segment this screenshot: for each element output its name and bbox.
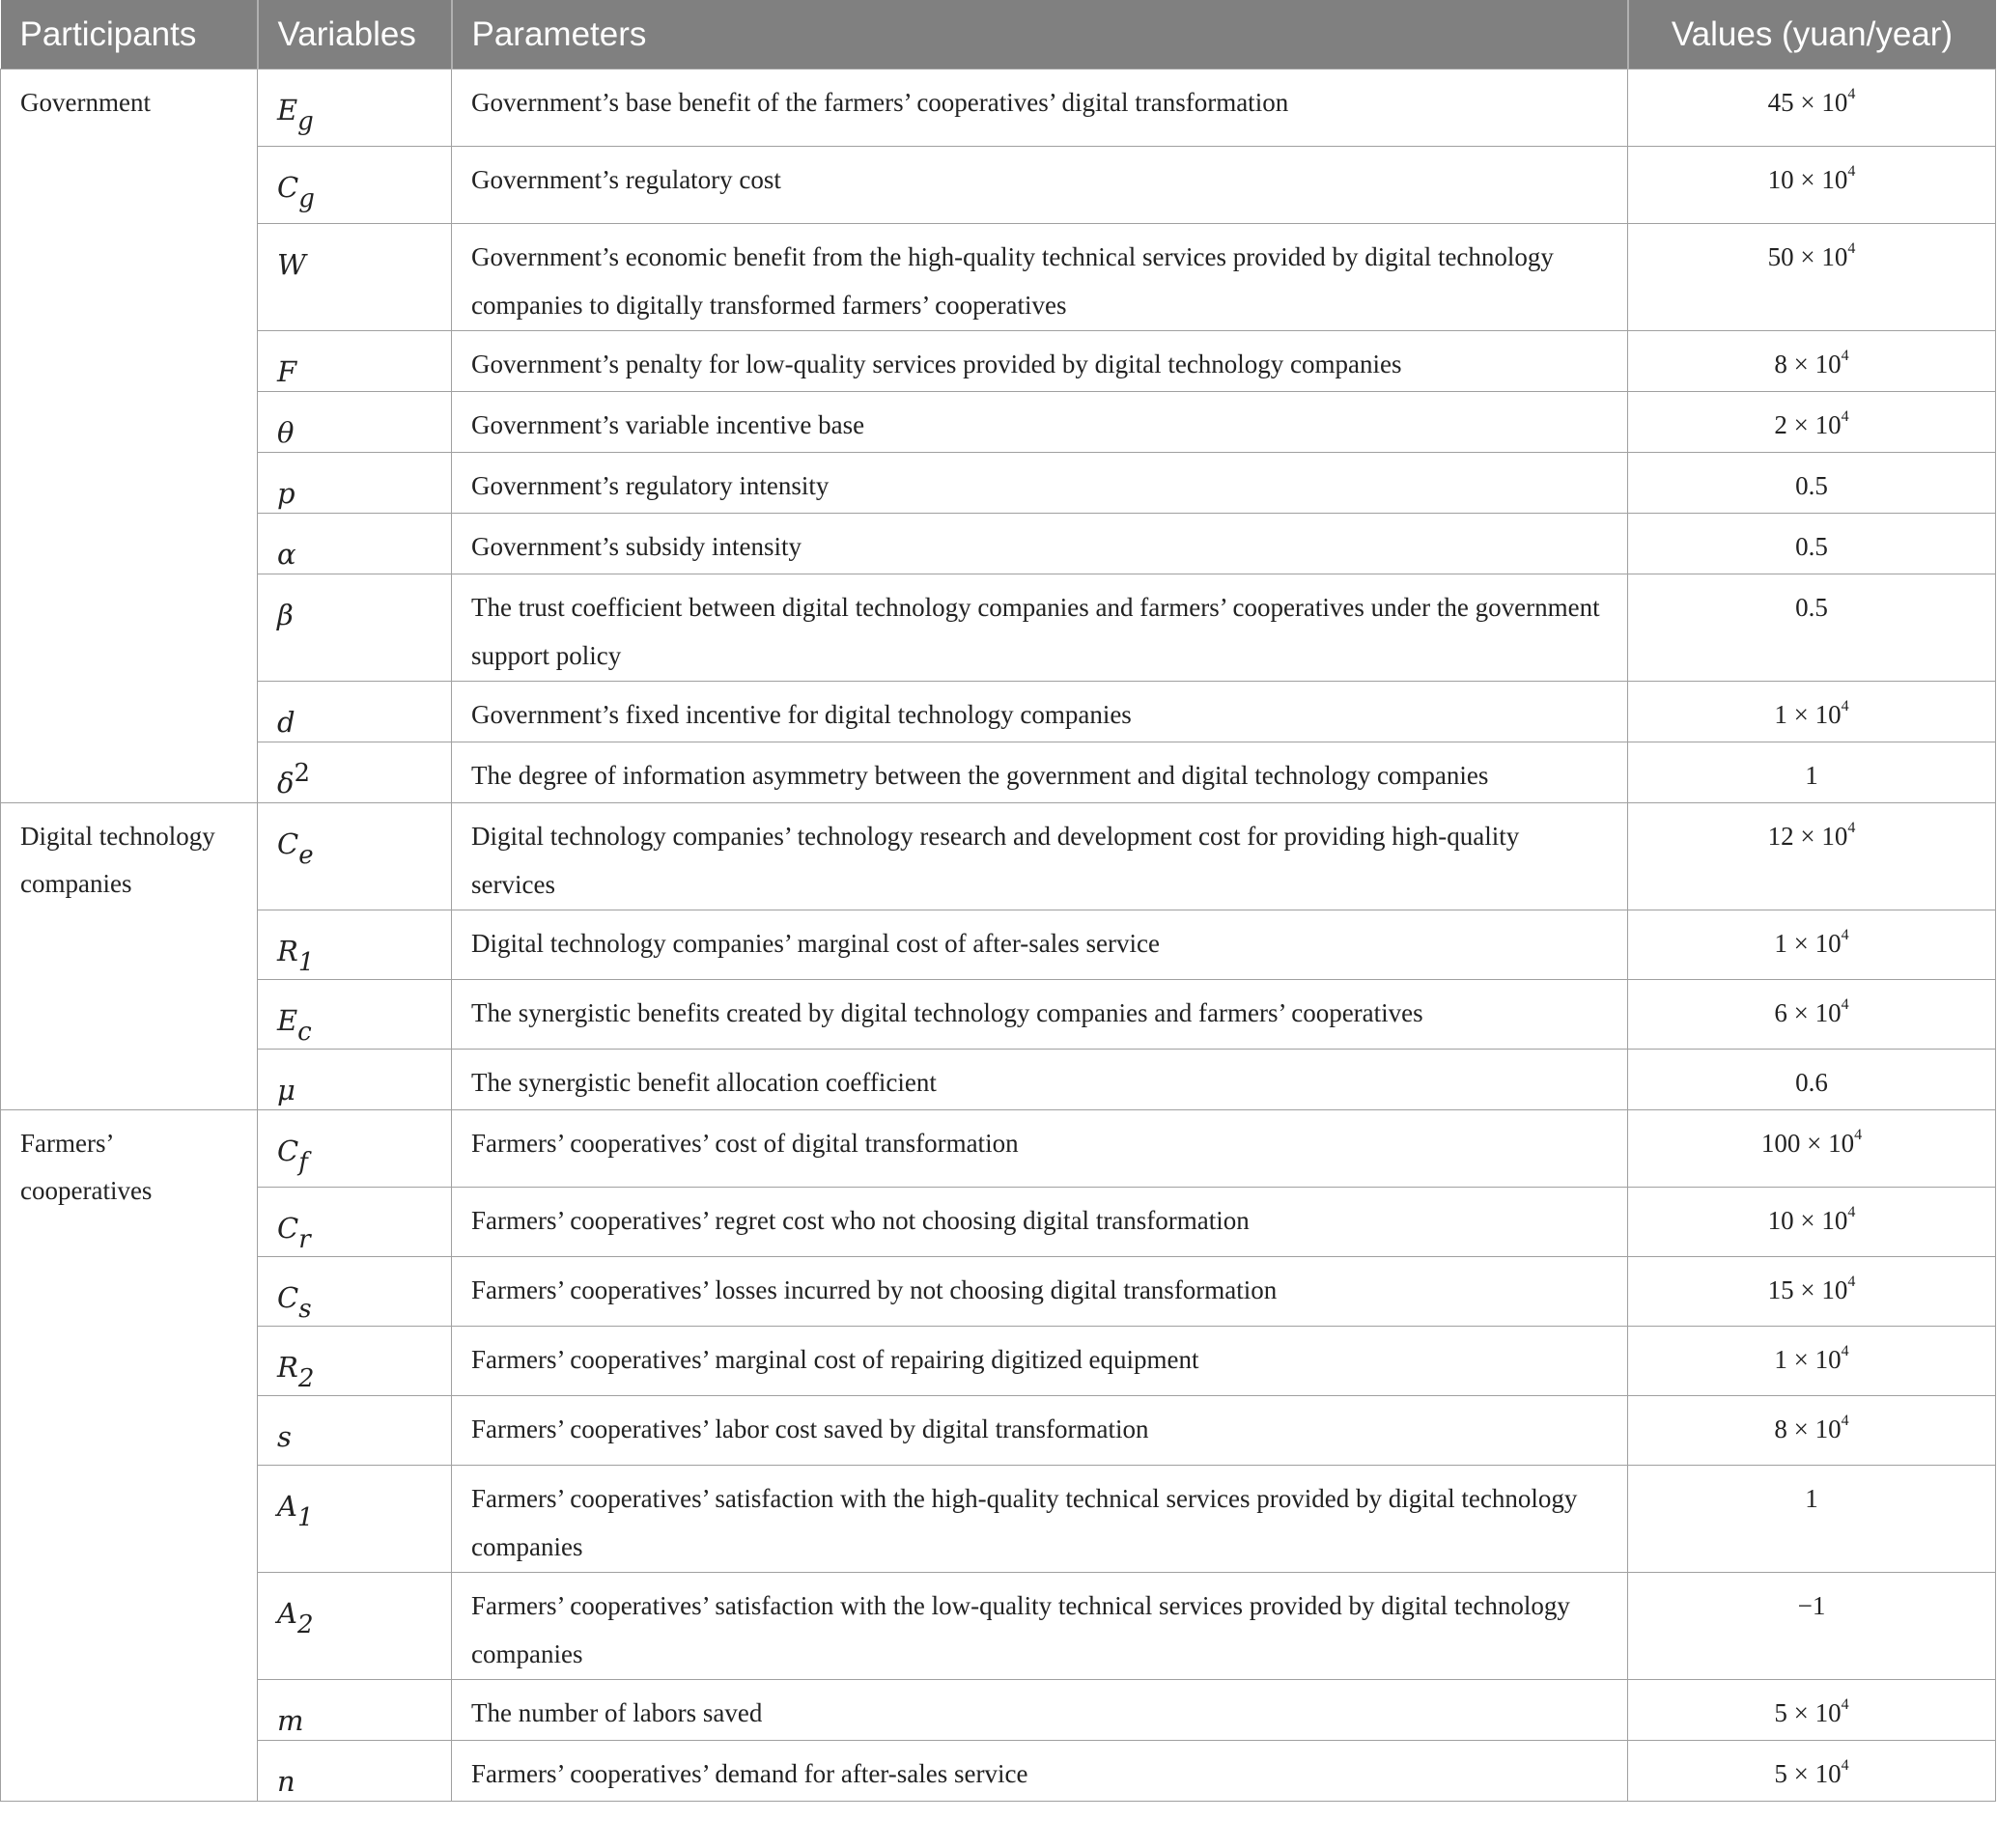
value-exponent: 4 xyxy=(1841,348,1849,364)
value-plain: 0.5 xyxy=(1795,593,1828,622)
times-sign: × 10 xyxy=(1786,1414,1842,1443)
table-row xyxy=(1,742,1996,803)
parameter-cell: The degree of information asymmetry between the government and digital technology companies xyxy=(452,742,1628,803)
value-base: 5 xyxy=(1774,1698,1787,1727)
value-base: 15 xyxy=(1767,1275,1794,1304)
parameter-cell: Government’s subsidy intensity xyxy=(452,514,1628,574)
table-row xyxy=(1,682,1996,742)
variable-subscript: 1 xyxy=(296,1503,314,1532)
value-cell xyxy=(1628,1741,1996,1802)
variable-cell xyxy=(258,1573,452,1680)
table-row xyxy=(1,1680,1996,1741)
variable-cell xyxy=(258,682,452,742)
variable-cell xyxy=(258,910,452,980)
value-exponent: 4 xyxy=(1847,1204,1856,1220)
times-sign: × 10 xyxy=(1786,1759,1842,1788)
value-cell xyxy=(1628,803,1996,910)
table-row xyxy=(1,1396,1996,1466)
variable-subscript: 2 xyxy=(296,1610,314,1639)
value-cell xyxy=(1628,1188,1996,1257)
value-exponent: 4 xyxy=(1841,1757,1849,1774)
variable-subscript: 2 xyxy=(297,1364,315,1393)
value-cell xyxy=(1628,742,1996,803)
variable-symbol: C xyxy=(277,827,299,860)
value-exponent: 4 xyxy=(1854,1127,1863,1143)
value-exponent: 4 xyxy=(1841,408,1849,425)
value-base: 50 xyxy=(1767,242,1794,271)
variable-cell xyxy=(258,331,452,392)
table-row xyxy=(1,1573,1996,1680)
table-row xyxy=(1,910,1996,980)
variable-cell xyxy=(258,1257,452,1327)
parameter-cell: Farmers’ cooperatives’ demand for after-sales service xyxy=(452,1741,1628,1802)
variable-symbol: δ xyxy=(277,767,295,799)
value-cell xyxy=(1628,980,1996,1050)
value-cell xyxy=(1628,1257,1996,1327)
variable-cell xyxy=(258,224,452,331)
parameter-cell: Farmers’ cooperatives’ marginal cost of repairing digitized equipment xyxy=(452,1327,1628,1396)
value-exponent: 4 xyxy=(1841,1413,1849,1429)
value-cell xyxy=(1628,224,1996,331)
parameter-cell: Farmers’ cooperatives’ satisfaction with the low-quality technical services provided by digital technology companies xyxy=(452,1573,1628,1680)
table-row xyxy=(1,224,1996,331)
variable-cell xyxy=(258,1110,452,1188)
variable-cell xyxy=(258,392,452,453)
times-sign: × 10 xyxy=(1793,165,1848,194)
parameter-cell: Government’s penalty for low-quality services provided by digital technology companies xyxy=(452,331,1628,392)
variable-subscript: c xyxy=(297,1018,312,1047)
parameter-cell: Government’s base benefit of the farmers’ cooperatives’ digital transformation xyxy=(452,70,1628,147)
variable-symbol: C xyxy=(277,171,299,204)
value-exponent: 4 xyxy=(1841,996,1849,1013)
variable-cell xyxy=(258,803,452,910)
variable-symbol: θ xyxy=(277,416,295,449)
value-base: 5 xyxy=(1774,1759,1787,1788)
variable-symbol: A xyxy=(277,1597,297,1630)
value-plain: 1 xyxy=(1805,1484,1818,1513)
value-exponent: 4 xyxy=(1841,927,1849,943)
table-row xyxy=(1,574,1996,682)
value-cell xyxy=(1628,574,1996,682)
times-sign: × 10 xyxy=(1786,998,1842,1027)
value-exponent: 4 xyxy=(1841,698,1849,714)
parameter-cell: The trust coefficient between digital technology companies and farmers’ cooperatives under the government support policy xyxy=(452,574,1628,682)
header-values: Values (yuan/year) xyxy=(1628,0,1996,70)
value-exponent: 4 xyxy=(1847,820,1856,836)
table-row xyxy=(1,70,1996,147)
value-cell xyxy=(1628,147,1996,224)
value-base: 100 xyxy=(1760,1129,1801,1158)
times-sign: × 10 xyxy=(1786,1698,1842,1727)
table-row xyxy=(1,147,1996,224)
variable-cell xyxy=(258,574,452,682)
variable-cell xyxy=(258,1327,452,1396)
parameter-cell: Farmers’ cooperatives’ losses incurred by not choosing digital transformation xyxy=(452,1257,1628,1327)
variable-cell xyxy=(258,1050,452,1110)
times-sign: × 10 xyxy=(1793,242,1848,271)
variable-cell xyxy=(258,147,452,224)
table-row xyxy=(1,331,1996,392)
value-exponent: 4 xyxy=(1841,1696,1849,1713)
variable-cell xyxy=(258,1741,452,1802)
value-cell xyxy=(1628,514,1996,574)
variable-cell xyxy=(258,1466,452,1573)
variable-symbol: β xyxy=(277,599,294,631)
parameter-cell: The synergistic benefit allocation coefficient xyxy=(452,1050,1628,1110)
variable-symbol: F xyxy=(277,355,297,388)
variable-symbol: n xyxy=(277,1765,295,1798)
variable-symbol: E xyxy=(277,1004,298,1037)
parameter-cell: Government’s regulatory intensity xyxy=(452,453,1628,514)
variable-symbol: C xyxy=(277,1134,299,1167)
variable-cell xyxy=(258,514,452,574)
table-row xyxy=(1,1050,1996,1110)
times-sign: × 10 xyxy=(1793,88,1848,117)
table-row xyxy=(1,1327,1996,1396)
value-base: 1 xyxy=(1774,929,1787,958)
value-plain: −1 xyxy=(1797,1591,1826,1620)
table-row xyxy=(1,1466,1996,1573)
value-plain: 0.5 xyxy=(1795,532,1828,561)
variable-subscript: r xyxy=(298,1225,311,1254)
table-header-row xyxy=(1,0,1996,70)
value-exponent: 4 xyxy=(1847,163,1856,180)
parameter-cell: Government’s economic benefit from the high-quality technical services provided by digital technology companies to digitally transformed farmers’ cooperatives xyxy=(452,224,1628,331)
variable-symbol: α xyxy=(277,538,296,571)
variable-symbol: W xyxy=(277,248,306,281)
variable-cell xyxy=(258,70,452,147)
variable-symbol: R xyxy=(277,935,298,967)
variable-symbol: E xyxy=(277,94,298,126)
variable-cell xyxy=(258,980,452,1050)
value-plain: 0.5 xyxy=(1795,471,1828,500)
value-cell xyxy=(1628,682,1996,742)
variable-symbol: s xyxy=(277,1420,292,1453)
value-base: 6 xyxy=(1774,998,1787,1027)
variable-symbol: C xyxy=(277,1212,299,1245)
variable-symbol: C xyxy=(277,1281,299,1314)
parameter-cell: Digital technology companies’ marginal cost of after-sales service xyxy=(452,910,1628,980)
variable-subscript: 1 xyxy=(297,948,315,977)
variable-subscript: e xyxy=(298,841,314,870)
parameter-cell: Government’s fixed incentive for digital technology companies xyxy=(452,682,1628,742)
variable-subscript: g xyxy=(297,107,314,136)
header-variables: Variables xyxy=(258,0,452,70)
parameter-cell: Farmers’ cooperatives’ satisfaction with the high-quality technical services provided by digital technology companies xyxy=(452,1466,1628,1573)
times-sign: × 10 xyxy=(1786,1345,1842,1374)
value-plain: 1 xyxy=(1805,761,1818,790)
variable-symbol: m xyxy=(277,1704,304,1737)
variable-cell xyxy=(258,1396,452,1466)
parameter-cell: Digital technology companies’ technology research and development cost for providing high-quality services xyxy=(452,803,1628,910)
table-row xyxy=(1,1110,1996,1188)
parameter-cell: Farmers’ cooperatives’ labor cost saved by digital transformation xyxy=(452,1396,1628,1466)
parameter-cell: Government’s regulatory cost xyxy=(452,147,1628,224)
participant-cell: Farmers’ cooperatives xyxy=(1,1110,258,1802)
header-parameters: Parameters xyxy=(452,0,1628,70)
value-base: 45 xyxy=(1767,88,1794,117)
table-row xyxy=(1,1188,1996,1257)
value-exponent: 4 xyxy=(1847,86,1856,102)
value-plain: 0.6 xyxy=(1795,1068,1828,1097)
times-sign: × 10 xyxy=(1786,700,1842,729)
value-base: 1 xyxy=(1774,700,1787,729)
value-exponent: 4 xyxy=(1847,240,1856,257)
variable-symbol: p xyxy=(277,477,295,510)
table-row xyxy=(1,514,1996,574)
variable-symbol: μ xyxy=(277,1074,295,1106)
times-sign: × 10 xyxy=(1793,1206,1848,1235)
variable-superscript: 2 xyxy=(294,759,311,788)
table-row xyxy=(1,392,1996,453)
value-cell xyxy=(1628,1396,1996,1466)
variable-subscript: g xyxy=(298,184,315,213)
times-sign: × 10 xyxy=(1786,929,1842,958)
variable-subscript: f xyxy=(298,1148,308,1177)
value-cell xyxy=(1628,392,1996,453)
variable-cell xyxy=(258,1680,452,1741)
table-row xyxy=(1,1257,1996,1327)
value-cell xyxy=(1628,1680,1996,1741)
value-base: 10 xyxy=(1767,1206,1794,1235)
times-sign: × 10 xyxy=(1786,410,1842,439)
table-row xyxy=(1,803,1996,910)
parameter-cell: The synergistic benefits created by digital technology companies and farmers’ cooperatives xyxy=(452,980,1628,1050)
participant-cell: Digital technology companies xyxy=(1,803,258,1110)
parameter-cell: Farmers’ cooperatives’ regret cost who not choosing digital transformation xyxy=(452,1188,1628,1257)
header-participants: Participants xyxy=(1,0,258,70)
times-sign: × 10 xyxy=(1786,350,1842,378)
value-cell xyxy=(1628,1327,1996,1396)
value-cell xyxy=(1628,331,1996,392)
value-base: 8 xyxy=(1774,1414,1787,1443)
value-cell xyxy=(1628,1573,1996,1680)
value-exponent: 4 xyxy=(1841,1343,1849,1359)
value-cell xyxy=(1628,1050,1996,1110)
value-cell xyxy=(1628,70,1996,147)
value-base: 10 xyxy=(1767,165,1794,194)
value-cell xyxy=(1628,1466,1996,1573)
table-row xyxy=(1,453,1996,514)
variable-symbol: d xyxy=(277,706,295,739)
times-sign: × 10 xyxy=(1793,1275,1848,1304)
parameter-cell: The number of labors saved xyxy=(452,1680,1628,1741)
variable-cell xyxy=(258,1188,452,1257)
value-base: 1 xyxy=(1774,1345,1787,1374)
variable-cell xyxy=(258,453,452,514)
variable-symbol: R xyxy=(277,1351,298,1384)
value-exponent: 4 xyxy=(1847,1274,1856,1290)
parameter-cell: Farmers’ cooperatives’ cost of digital transformation xyxy=(452,1110,1628,1188)
table-row xyxy=(1,1741,1996,1802)
value-base: 8 xyxy=(1774,350,1787,378)
times-sign: × 10 xyxy=(1800,1129,1855,1158)
participant-cell: Government xyxy=(1,70,258,803)
variable-symbol: A xyxy=(277,1490,297,1523)
value-cell xyxy=(1628,910,1996,980)
variable-subscript: s xyxy=(298,1295,312,1324)
parameter-cell: Government’s variable incentive base xyxy=(452,392,1628,453)
value-cell xyxy=(1628,453,1996,514)
value-base: 12 xyxy=(1767,822,1794,851)
table-row xyxy=(1,980,1996,1050)
variable-cell xyxy=(258,742,452,803)
value-cell xyxy=(1628,1110,1996,1188)
times-sign: × 10 xyxy=(1793,822,1848,851)
value-base: 2 xyxy=(1774,410,1787,439)
